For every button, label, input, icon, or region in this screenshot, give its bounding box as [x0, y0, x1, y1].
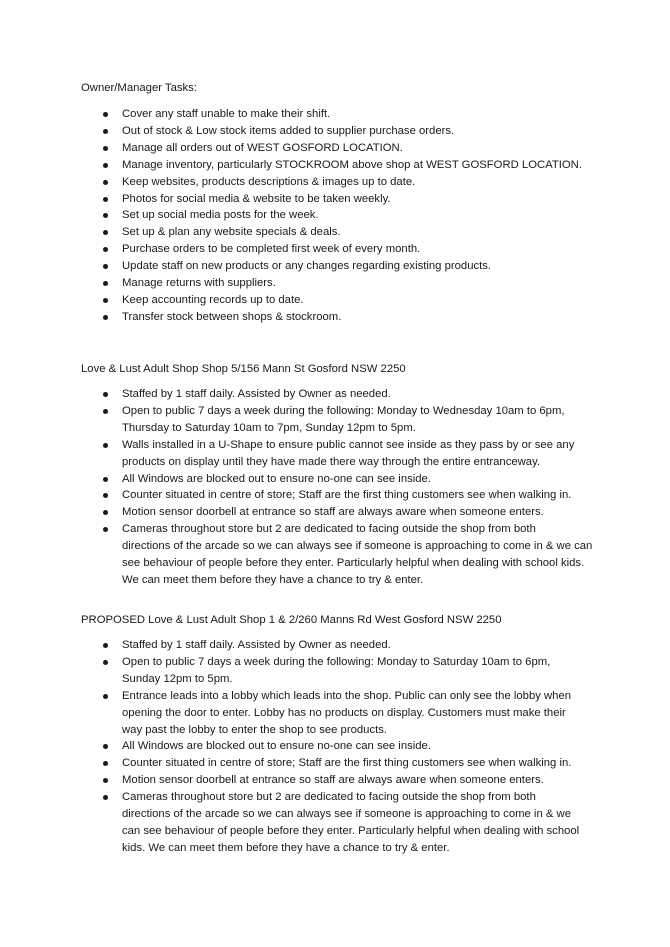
list-item-line: can see behaviour of people before they enter. Particularly helpful when dealing with school	[122, 824, 580, 837]
list-item-line: directions of the arcade so we can always see if someone is approaching to come in & we	[122, 808, 571, 821]
list-item-line: Thursday to Saturday 10am to 7pm, Sunday 12pm to 5pm.	[122, 421, 416, 434]
list-item-line: directions of the arcade so we can always see if someone is approaching to come in & we can	[122, 540, 593, 553]
list-item	[81, 521, 601, 589]
list-item-line: Motion sensor doorbell at entrance so staff are always aware when someone enters.	[122, 506, 544, 519]
list-item	[81, 789, 601, 857]
list-item: Manage all orders out of WEST GOSFORD LOCATION.	[81, 140, 601, 157]
list-item: Keep accounting records up to date.	[81, 292, 601, 309]
list-item	[81, 437, 601, 471]
list-item	[81, 654, 601, 688]
list-item-line: Staffed by 1 staff daily. Assisted by Owner as needed.	[122, 388, 391, 400]
list-item-line: see behaviour of people before they enter. Particularly helpful when dealing with school kids.	[122, 557, 585, 570]
list-item-line: kids. We can meet them before they have a chance to try & enter.	[122, 841, 450, 854]
owner-tasks-heading: Owner/Manager Tasks:	[81, 82, 197, 94]
list-item	[81, 386, 601, 403]
list-item	[81, 471, 601, 488]
list-item: Manage inventory, particularly STOCKROOM above shop at WEST GOSFORD LOCATION.	[81, 157, 601, 174]
list-item: Update staff on new products or any changes regarding existing products.	[81, 258, 601, 275]
list-item: Keep websites, products descriptions & images up to date.	[81, 174, 601, 191]
list-item	[81, 504, 601, 521]
list-item-line: Open to public 7 days a week during the following: Monday to Saturday 10am to 6pm,	[122, 655, 551, 668]
list-item-line: Walls installed in a U-Shape to ensure public cannot see inside as they pass by or see any	[122, 438, 575, 451]
gosford-shop-section	[81, 361, 601, 589]
list-item-line: All Windows are blocked out to ensure no-one can see inside.	[122, 472, 431, 485]
list-item-line: Sunday 12pm to 5pm.	[122, 672, 233, 685]
list-item-line: opening the door to enter. Lobby has no products on display. Customers must make their	[122, 706, 566, 719]
list-item-line: Cameras throughout store but 2 are dedicated to facing outside the shop from both	[122, 791, 536, 804]
west-gosford-shop-section	[81, 612, 601, 857]
gosford-shop-list	[81, 386, 601, 589]
owner-tasks-list	[81, 106, 601, 326]
gosford-shop-heading: Love & Lust Adult Shop Shop 5/156 Mann St Gosford NSW 2250	[81, 363, 406, 375]
list-item: Out of stock & Low stock items added to supplier purchase orders.	[81, 123, 601, 140]
list-item-line: Entrance leads into a lobby which leads into the shop. Public can only see the lobby when	[122, 689, 572, 702]
list-item-line: Cameras throughout store but 2 are dedicated to facing outside the shop from both	[122, 523, 536, 536]
list-item-line: products on display until they have made there way through the entire entranceway.	[122, 455, 541, 468]
list-item-line: way past the lobby to enter the shop to see products.	[122, 723, 388, 736]
west-gosford-shop-heading: PROPOSED Love & Lust Adult Shop 1 & 2/260 Manns Rd West Gosford NSW 2250	[81, 614, 502, 626]
list-item	[81, 688, 601, 739]
west-gosford-shop-list	[81, 637, 601, 857]
owner-tasks-section	[81, 80, 601, 326]
list-item	[81, 637, 601, 654]
list-item: Manage returns with suppliers.	[81, 275, 601, 292]
list-item	[81, 403, 601, 437]
list-item: Transfer stock between shops & stockroom.	[81, 309, 601, 326]
list-item	[81, 755, 601, 772]
list-item: Set up & plan any website specials & deals.	[81, 224, 601, 241]
list-item-line: Staffed by 1 staff daily. Assisted by Owner as needed.	[122, 639, 391, 651]
list-item: Set up social media posts for the week.	[81, 207, 601, 224]
list-item-line: Counter situated in centre of store; Staff are the first thing customers see when walking in.	[122, 757, 572, 770]
list-item: Photos for social media & website to be taken weekly.	[81, 191, 601, 208]
list-item-line: Counter situated in centre of store; Staff are the first thing customers see when walking in.	[122, 489, 572, 502]
list-item-line: Motion sensor doorbell at entrance so staff are always aware when someone enters.	[122, 774, 544, 787]
list-item	[81, 772, 601, 789]
list-item: Cover any staff unable to make their shift.	[81, 106, 601, 123]
list-item-line: Open to public 7 days a week during the following: Monday to Wednesday 10am to 6pm,	[122, 404, 565, 417]
list-item	[81, 738, 601, 755]
list-item-line: All Windows are blocked out to ensure no-one can see inside.	[122, 740, 431, 753]
list-item-line: We can meet them before they have a chance to try & enter.	[122, 573, 424, 586]
list-item	[81, 487, 601, 504]
list-item: Purchase orders to be completed first week of every month.	[81, 241, 601, 258]
